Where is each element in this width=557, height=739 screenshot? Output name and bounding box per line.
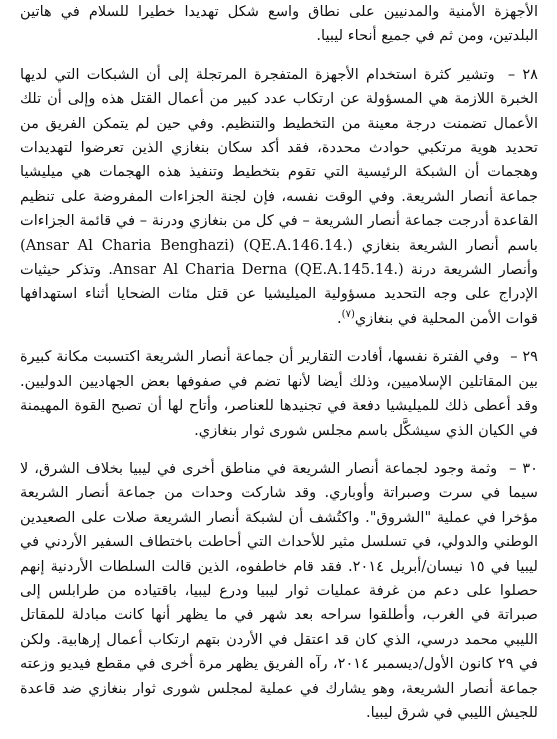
paragraph-text: وأنصار الشريعة درنة [410,261,539,279]
paragraph-30 [20,457,538,725]
paragraph-29 [20,345,538,443]
paragraph-text: الأجهزة الأمنية والمدنيين على نطاق واسع شكل تهديدا خطيرا للسلام في هاتين البلدتين، ومن ثم في جميع أنحاء ليبيا. [20,3,538,45]
paragraph-gap [20,331,538,345]
paragraph-gap [20,443,538,457]
paragraph-number: ٢٨ – [507,65,539,83]
sanctions-code-benghazi: (Ansar Al Charia Benghazi) (QE.A.146.14.) [20,236,353,254]
paragraph-text: وفي الفترة نفسها، أفادت التقارير أن جماعة أنصار الشريعة اكتسبت مكانة كبيرة بين المقاتلين الإسلاميين، وذلك أيضا لأنها تضم في صفوفها بعض الجهاديين الدوليين. وقد أعطى ذلك للميليشيا دفعة في تجنيدها للعناصر، وأتاح لها أن تصبح القوة المهيمنة في الكيان الذي سيشكَّل باسم مجلس شورى ثوار بنغازي. [20,348,538,439]
paragraph-text: وثمة وجود لجماعة أنصار الشريعة في مناطق أخرى في ليبيا بخلاف الشرق، لا سيما في سرت وصبراتة وأوباري. وقد شاركت وحدات من جماعة أنصار الشريعة مؤخرا في عملية "الشروق". واكتُشف أن لشبكة أنصار الشريعة صلات على الصعيدين الوطني والدولي، في تسلسل مثير للأحداث التي أحاطت باختطاف السفير الأردني في ليبيا في ١٥ نيسان/أبريل ٢٠١٤. فقد قام خاطفوه، الذين قالت السلطات الأردنية إنهم حصلوا على دعم من غرفة عمليات ثوار ليبيا ودرع ليبيا، باقتياده من طرابلس إلى صبراتة في الغرب، وأطلقوا سراحه بعد شهر في ما يظهر أنها كانت مبادلة للمقاتل الليبي محمد درسي، الذي كان قد اعتقل في الأردن بتهم ارتكاب أعمال إرهابية. ولكن في ٢٩ كانون الأول/ديسمبر ٢٠١٤، رآه الفريق يظهر مرة أخرى في مقطع فيديو وزعته جماعة أنصار الشريعة، وهو يشارك في عملية لمجلس شورى ثوار بنغازي ضد قاعدة للجيش الليبي في شرق ليبيا. [20,459,538,721]
paragraph-continuation [20,0,538,49]
paragraph-text: . وتذكر حيثيات الإدراج على وجه التحديد مسؤولية الميليشيا عن قتل مئات الضحايا أثناء استهدافها قوات الأمن المحلية في بنغازي [20,261,538,327]
document-page [20,0,538,725]
paragraph-28 [20,63,538,331]
sanctions-code-derna: Ansar Al Charia Derna (QE.A.145.14.) [112,261,404,279]
paragraph-number: ٢٩ – [510,348,539,366]
paragraph-text: وتشير كثرة استخدام الأجهزة المتفجرة المرتجلة إلى أن الشبكات التي لديها الخبرة اللازمة هي المسؤولة عن ارتكاب عدد كبير من أعمال القتل هذه وإلى أن تلك الأعمال تضمنت درجة معينة من التخطيط والتنظيم. وفي حين لم يتمكن الفريق من تحديد هوية مرتكبي حوادث محددة، فقد أكد سكان بنغازي الذين تعرضوا لتهديدات وهجمات أن الشبكة الرئيسية التي تقوم بتخطيط وتنفيذ هذه الهجمات هي ميليشيا جماعة أنصار الشريعة. وفي الوقت نفسه، فإن لجنة الجزاءات المفروضة على تنظيم القاعدة أدرجت جماعة أنصار الشريعة – في كل من بنغازي ودرنة – في قائمة الجزاءات باسم أنصار الشريعة بنغازي [20,65,538,254]
paragraph-number: ٣٠ – [509,459,539,477]
paragraph-gap [20,49,538,63]
paragraph-end: . [337,309,342,327]
footnote-marker: (٧) [341,309,355,321]
